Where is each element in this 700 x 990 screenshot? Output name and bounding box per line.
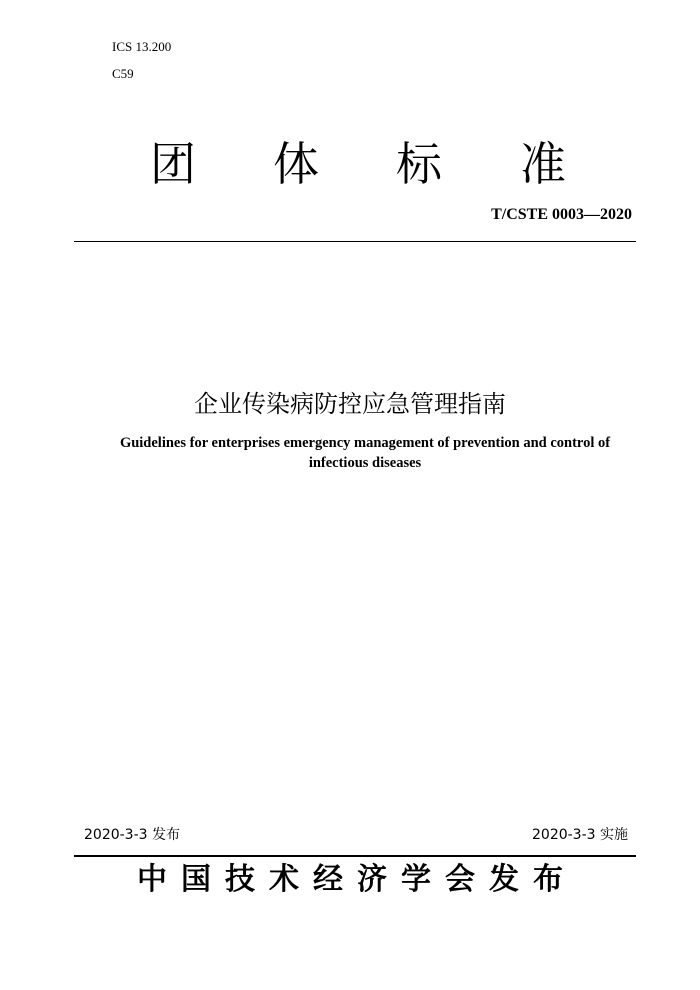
publisher-name: 中国技术经济学会发布: [137, 862, 577, 897]
document-title-english: [60, 433, 670, 473]
ccs-code: C59: [112, 66, 134, 81]
implementation-date: 2020-3-3 实施: [532, 827, 628, 843]
english-title-line: infectious diseases: [308, 455, 422, 471]
document-title-chinese: 企业传染病防控应急管理指南: [194, 390, 506, 418]
standard-type-heading: [0, 136, 700, 192]
standard-type-char: 准: [520, 137, 566, 191]
standard-type-char: 体: [273, 137, 319, 191]
english-title-line: Guidelines for enterprises emergency management of prevention and control of: [119, 435, 611, 451]
bottom-divider: [74, 855, 636, 857]
standard-type-char: 团: [150, 137, 196, 191]
issue-date: 2020-3-3 发布: [84, 827, 180, 843]
ics-code: ICS 13.200: [112, 39, 172, 54]
standard-code: T/CSTE 0003—2020: [491, 206, 632, 223]
top-divider: [74, 241, 636, 242]
standard-type-char: 标: [396, 137, 442, 191]
